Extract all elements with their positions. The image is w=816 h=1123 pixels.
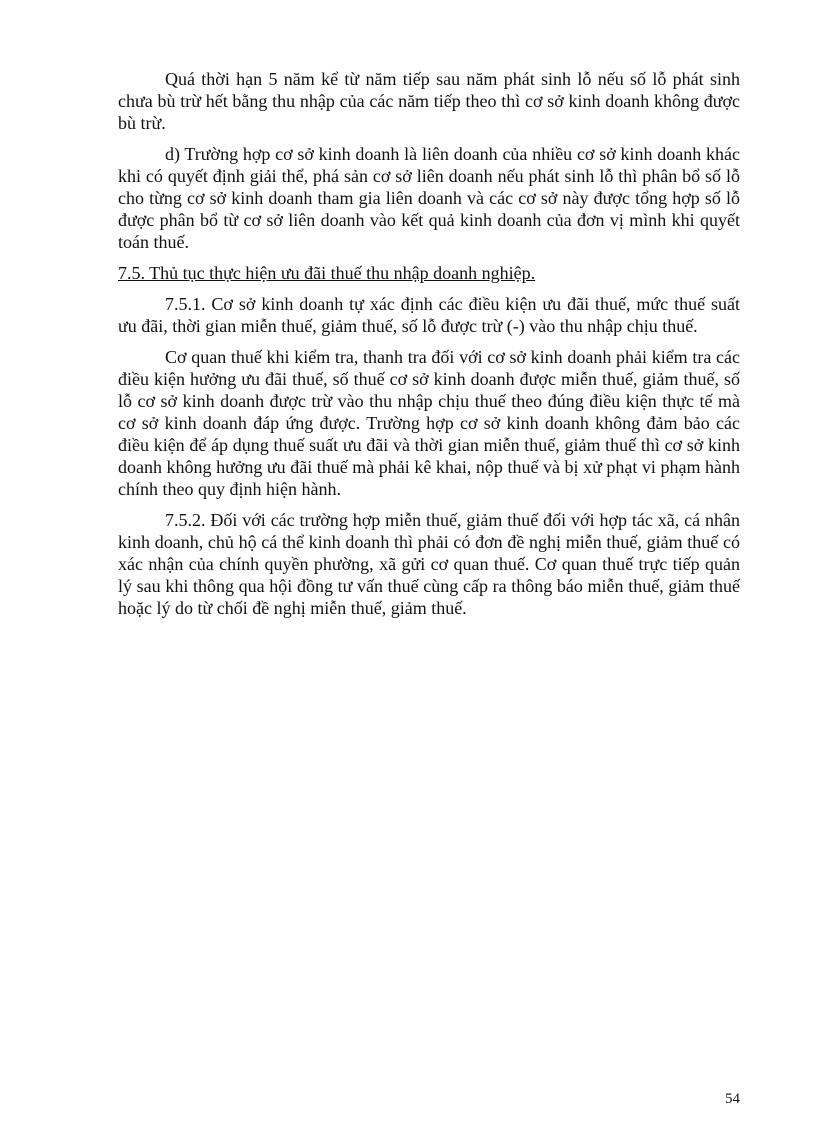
- paragraph-joint-venture-loss: d) Trường hợp cơ sở kinh doanh là liên doanh của nhiều cơ sở kinh doanh khác khi có quyết định giải thể, phá sản cơ sở liên doanh nếu phát sinh lỗ thì phân bổ số lỗ cho từng cơ sở kinh doanh tham gia liên doanh và các cơ sở này được tổng hợp số lỗ được phân bổ từ cơ sở liên doanh vào kết quả kinh doanh của đơn vị mình khi quyết toán thuế.: [118, 144, 740, 252]
- section-heading-7-5: 7.5. Thủ tục thực hiện ưu đãi thuế thu nhập doanh nghiệp.: [118, 263, 536, 283]
- paragraph-7-5-2: 7.5.2. Đối với các trường hợp miễn thuế, giảm thuế đối với hợp tác xã, cá nhân kinh doanh, chủ hộ cá thể kinh doanh thì phải có đơn đề nghị miễn thuế, giảm thuế có xác nhận của chính quyền phường, xã gửi cơ quan thuế. Cơ quan thuế trực tiếp quản lý sau khi thông qua hội đồng tư vấn thuế cùng cấp ra thông báo miễn thuế, giảm thuế hoặc lý do từ chối đề nghị miễn thuế, giảm thuế.: [118, 510, 740, 618]
- page-number: 54: [725, 1091, 740, 1107]
- document-page: [118, 68, 740, 628]
- paragraph-loss-carryforward: Quá thời hạn 5 năm kể từ năm tiếp sau năm phát sinh lỗ nếu số lỗ phát sinh chưa bù trừ hết bằng thu nhập của các năm tiếp theo thì cơ sở kinh doanh không được bù trừ.: [118, 69, 740, 133]
- paragraph-tax-inspection: Cơ quan thuế khi kiểm tra, thanh tra đối với cơ sở kinh doanh phải kiểm tra các điều kiện hưởng ưu đãi thuế, số thuế cơ sở kinh doanh được miễn thuế, giảm thuế, số lỗ cơ sở kinh doanh được trừ vào thu nhập chịu thuế theo đúng điều kiện thực tế mà cơ sở kinh doanh đáp ứng được. Trường hợp cơ sở kinh doanh không đảm bảo các điều kiện để áp dụng thuế suất ưu đãi và thời gian miễn thuế, giảm thuế thì cơ sở kinh doanh không hưởng ưu đãi thuế mà phải kê khai, nộp thuế và bị xử phạt vi phạm hành chính theo quy định hiện hành.: [118, 347, 740, 499]
- paragraph-7-5-1: 7.5.1. Cơ sở kinh doanh tự xác định các điều kiện ưu đãi thuế, mức thuế suất ưu đãi, thời gian miễn thuế, giảm thuế, số lỗ được trừ (-) vào thu nhập chịu thuế.: [118, 294, 740, 336]
